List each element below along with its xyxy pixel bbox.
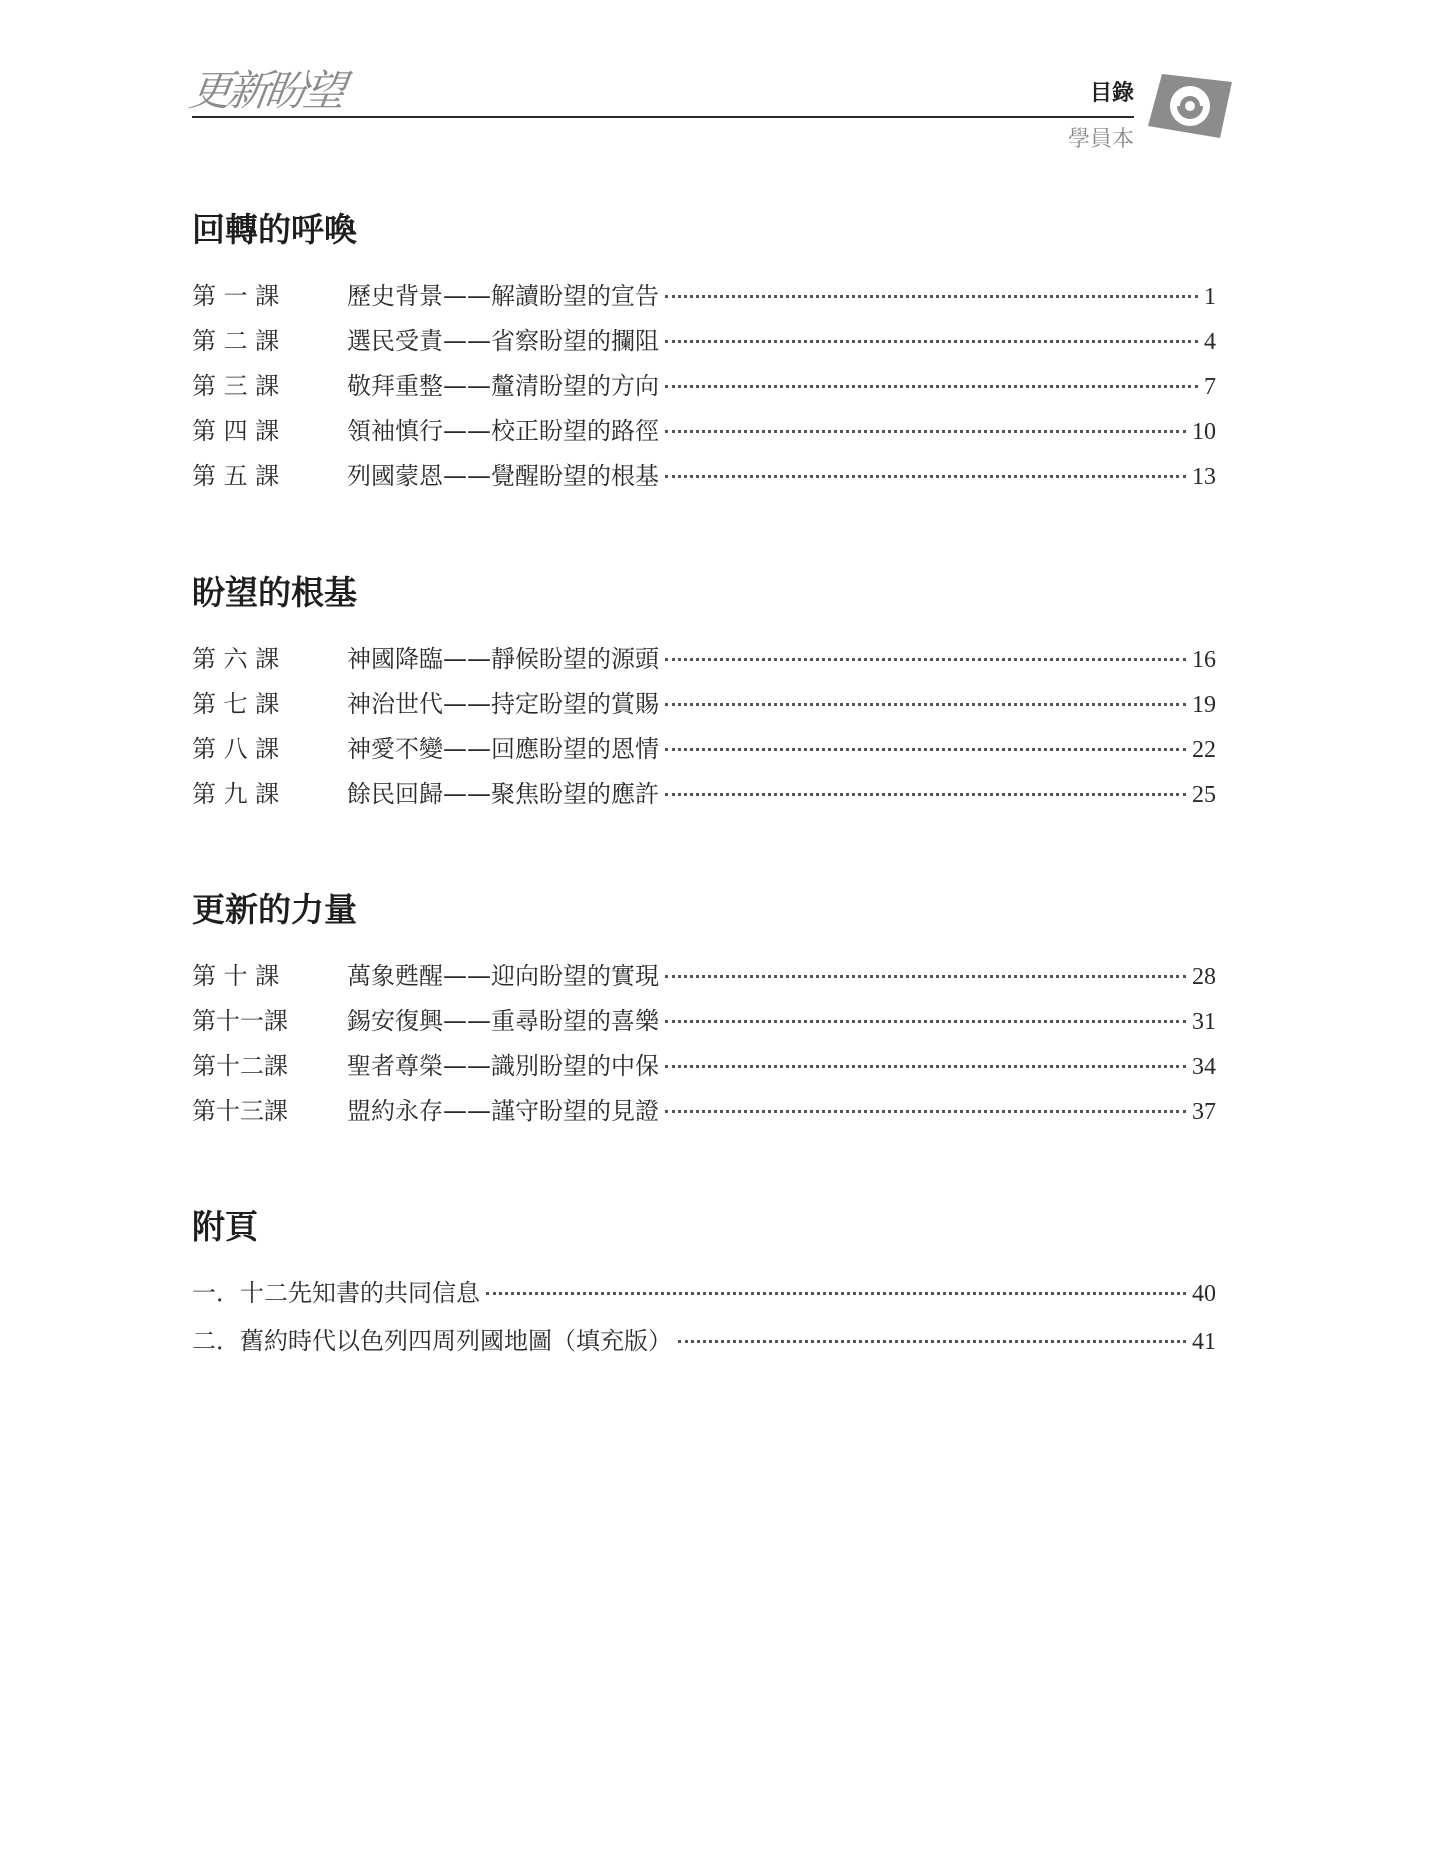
lesson-number: 第十一課 — [192, 1007, 288, 1035]
part-title: 附頁 — [192, 1207, 258, 1246]
toc-appendix — [192, 1207, 1216, 1369]
dot-leader — [665, 975, 1186, 978]
toc-row[interactable] — [192, 456, 1216, 501]
page-number: 40 — [1192, 1281, 1216, 1307]
dot-leader — [665, 793, 1186, 796]
lesson-title: 神治世代——持定盼望的賞賜 — [347, 690, 659, 718]
toc-row[interactable] — [192, 729, 1216, 774]
page-number: 19 — [1192, 692, 1216, 718]
appendix-title: 一．十二先知書的共同信息 — [192, 1279, 480, 1307]
lesson-number: 第 六 課 — [192, 645, 280, 673]
lesson-title: 聖者尊榮——識別盼望的中保 — [347, 1052, 659, 1080]
lesson-title: 選民受責——省察盼望的攔阻 — [347, 327, 659, 355]
toc-part-2 — [192, 573, 1216, 819]
dot-leader — [665, 385, 1198, 388]
dot-leader — [665, 748, 1186, 751]
dot-leader — [665, 340, 1198, 343]
dot-leader — [665, 703, 1186, 706]
lesson-number: 第 五 課 — [192, 462, 280, 490]
lesson-number: 第 九 課 — [192, 780, 280, 808]
lesson-title: 錫安復興——重尋盼望的喜樂 — [347, 1007, 659, 1035]
lesson-title: 神國降臨——靜候盼望的源頭 — [347, 645, 659, 673]
lesson-title: 敬拜重整——釐清盼望的方向 — [347, 372, 659, 400]
toc-row[interactable] — [192, 321, 1216, 366]
page-number: 31 — [1192, 1009, 1216, 1035]
page-number: 10 — [1192, 419, 1216, 445]
lesson-title: 盟約永存——謹守盼望的見證 — [347, 1097, 659, 1125]
lesson-number: 第 三 課 — [192, 372, 280, 400]
lesson-title: 神愛不變——回應盼望的恩情 — [347, 735, 659, 763]
page-number: 41 — [1192, 1329, 1216, 1355]
lesson-number: 第十三課 — [192, 1097, 288, 1125]
toc-row[interactable] — [192, 366, 1216, 411]
dot-leader — [486, 1292, 1186, 1295]
toc-row[interactable] — [192, 956, 1216, 1001]
part-title: 更新的力量 — [192, 890, 357, 929]
page-number: 7 — [1204, 374, 1216, 400]
toc-row[interactable] — [192, 1001, 1216, 1046]
lesson-number: 第 十 課 — [192, 962, 280, 990]
page-number: 28 — [1192, 964, 1216, 990]
circle-swirl-icon — [1148, 70, 1232, 140]
lesson-number: 第 七 課 — [192, 690, 280, 718]
toc-row[interactable] — [192, 1091, 1216, 1136]
dot-leader — [665, 658, 1186, 661]
part-title: 回轉的呼喚 — [192, 210, 357, 249]
dot-leader — [665, 1065, 1186, 1068]
toc-row[interactable] — [192, 639, 1216, 684]
toc-row[interactable] — [192, 411, 1216, 456]
dot-leader — [665, 475, 1186, 478]
edition-label: 學員本 — [1067, 127, 1134, 152]
dot-leader — [665, 295, 1198, 298]
lesson-title: 歷史背景——解讀盼望的宣告 — [347, 282, 659, 310]
page-number: 25 — [1192, 782, 1216, 808]
page-number: 22 — [1192, 737, 1216, 763]
toc-row[interactable] — [192, 276, 1216, 321]
section-label: 目錄 — [1089, 81, 1134, 106]
lesson-title: 餘民回歸——聚焦盼望的應許 — [347, 780, 659, 808]
brand-logo: 更新盼望 — [186, 66, 346, 115]
dot-leader — [665, 1020, 1186, 1023]
lesson-number: 第 二 課 — [192, 327, 280, 355]
dot-leader — [665, 1110, 1186, 1113]
part-title: 盼望的根基 — [192, 573, 357, 612]
lesson-title: 領袖慎行——校正盼望的路徑 — [347, 417, 659, 445]
dot-leader — [665, 430, 1186, 433]
lesson-title: 萬象甦醒——迎向盼望的實現 — [347, 962, 659, 990]
page-number: 34 — [1192, 1054, 1216, 1080]
page-number: 13 — [1192, 464, 1216, 490]
toc-row[interactable] — [192, 684, 1216, 729]
lesson-number: 第十二課 — [192, 1052, 288, 1080]
toc-row[interactable] — [192, 1321, 1216, 1369]
lesson-number: 第 四 課 — [192, 417, 280, 445]
toc-part-3 — [192, 890, 1216, 1136]
page-number: 4 — [1204, 329, 1216, 355]
page-number: 16 — [1192, 647, 1216, 673]
toc-row[interactable] — [192, 1046, 1216, 1091]
lesson-title: 列國蒙恩——覺醒盼望的根基 — [347, 462, 659, 490]
lesson-number: 第 八 課 — [192, 735, 280, 763]
page-number: 37 — [1192, 1099, 1216, 1125]
toc-row[interactable] — [192, 774, 1216, 819]
toc-part-1 — [192, 210, 1216, 501]
lesson-number: 第 一 課 — [192, 282, 280, 310]
toc-row[interactable] — [192, 1273, 1216, 1321]
appendix-title: 二．舊約時代以色列四周列國地圖（填充版） — [192, 1327, 672, 1355]
page-number: 1 — [1204, 284, 1216, 310]
header-divider — [192, 116, 1134, 118]
dot-leader — [678, 1340, 1186, 1343]
